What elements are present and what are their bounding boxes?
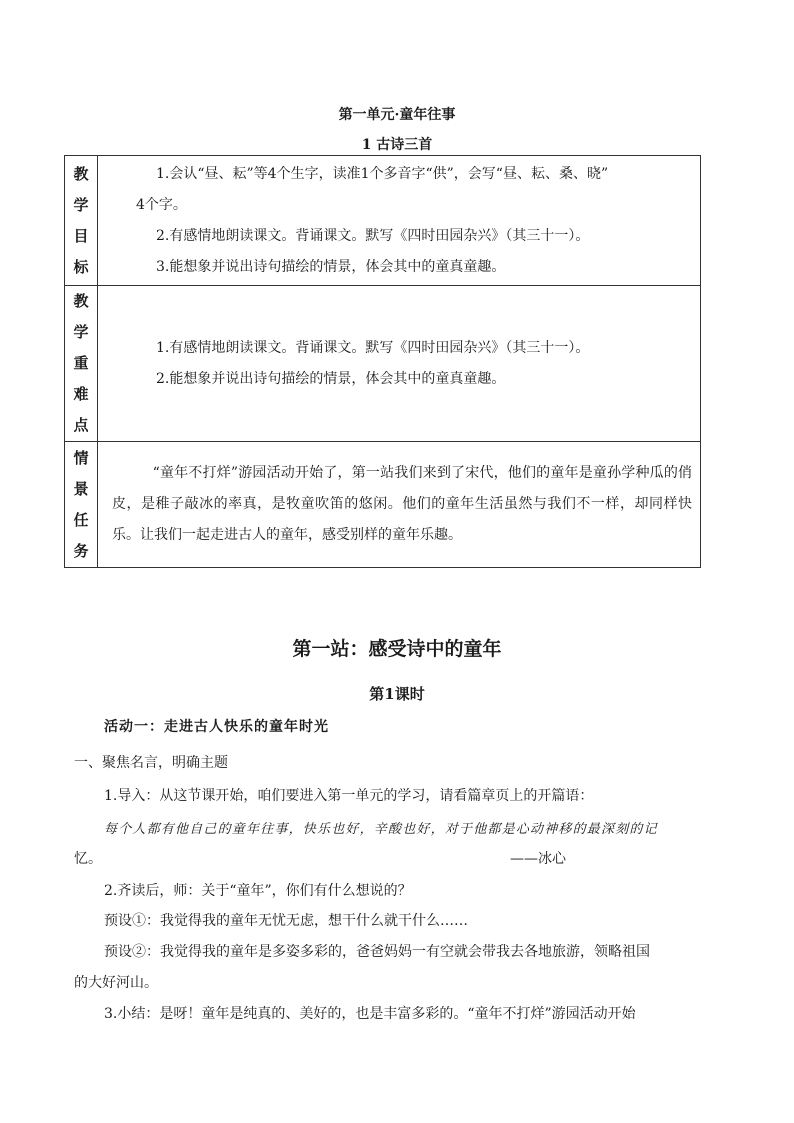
preset-1: 预设①：我觉得我的童年无忧无虑，想干什么就干什么……: [104, 913, 468, 929]
quote-line-2: 忆。: [74, 851, 102, 867]
table-row-objectives: [65, 156, 701, 286]
unit-title: 第一单元·童年往事: [338, 107, 456, 123]
row-label-key-points: [65, 286, 98, 442]
lesson-hour: 第1课时: [369, 685, 425, 703]
label-char: 教: [73, 292, 89, 310]
label-char: 难: [73, 385, 89, 403]
label-char: 标: [73, 257, 89, 276]
label-char: 点: [73, 416, 89, 434]
objective-line: 1.会认“昼、耘”等4个生字，读准1个多音字“供”，会写“昼、耘、桑、晓”: [156, 165, 609, 182]
question-2: 2.齐读后，师：关于“童年”，你们有什么想说的？: [104, 883, 412, 899]
label-char: 景: [73, 479, 89, 498]
table-row-scenario: [65, 442, 701, 568]
label-char: 重: [73, 354, 89, 372]
label-char: 教: [73, 164, 89, 183]
key-point-line: 1.有感情地朗读课文。背诵课文。默写《四时田园杂兴》（其三十一）。: [156, 339, 590, 356]
row-label-scenario: [65, 442, 98, 568]
quote-author: ——冰心: [510, 851, 566, 867]
preset-2-line-2: 的大好河山。: [74, 975, 158, 991]
lesson-plan-table: [64, 155, 701, 568]
activity-heading: 活动一：走进古人快乐的童年时光: [104, 719, 329, 735]
row-label-objectives: [65, 156, 98, 286]
scenario-paragraph: “童年不打烊”游园活动开始了，第一站我们来到了宋代，他们的童年是童孙学种瓜的俏皮，是稚子敲冰的率真，是牧童吹笛的悠闲。他们的童年生活虽然与我们不一样，却同样快乐。让我们一起走进古人的童年，感受别样的童年乐趣。: [112, 465, 692, 543]
label-char: 任: [73, 510, 89, 529]
label-char: 目: [73, 226, 89, 245]
table-row-key-points: [65, 286, 701, 442]
summary-line: 3.小结：是呀！童年是纯真的、美好的，也是丰富多彩的。“童年不打烊”游园活动开始: [104, 1006, 636, 1022]
preset-2-line-1: 预设②：我觉得我的童年是多姿多彩的，爸爸妈妈一有空就会带我去各地旅游，领略祖国: [104, 944, 650, 960]
step-heading: 一、聚焦名言，明确主题: [74, 755, 228, 771]
objective-line: 3.能想象并说出诗句描绘的情景，体会其中的童真童趣。: [156, 258, 506, 275]
label-char: 务: [73, 541, 89, 560]
scenario-content: [98, 442, 701, 568]
label-char: 学: [73, 323, 89, 341]
key-point-line: 2.能想象并说出诗句描绘的情景，体会其中的童真童趣。: [156, 370, 506, 387]
label-char: 情: [73, 448, 89, 467]
station-title: 第一站：感受诗中的童年: [292, 638, 502, 660]
objective-line: 2.有感情地朗读课文。背诵课文。默写《四时田园杂兴》（其三十一）。: [156, 227, 590, 244]
objectives-content: [98, 156, 701, 286]
objective-line: 4个字。: [136, 196, 187, 213]
label-char: 学: [73, 195, 89, 214]
key-points-content: [98, 286, 701, 442]
lesson-title: 1 古诗三首: [361, 137, 433, 153]
intro-line: 1.导入：从这节课开始，咱们要进入第一单元的学习，请看篇章页上的开篇语：: [104, 788, 594, 804]
quote-line-1: 每个人都有他自己的童年往事，快乐也好，辛酸也好，对于他都是心动神移的最深刻的记: [104, 822, 658, 837]
